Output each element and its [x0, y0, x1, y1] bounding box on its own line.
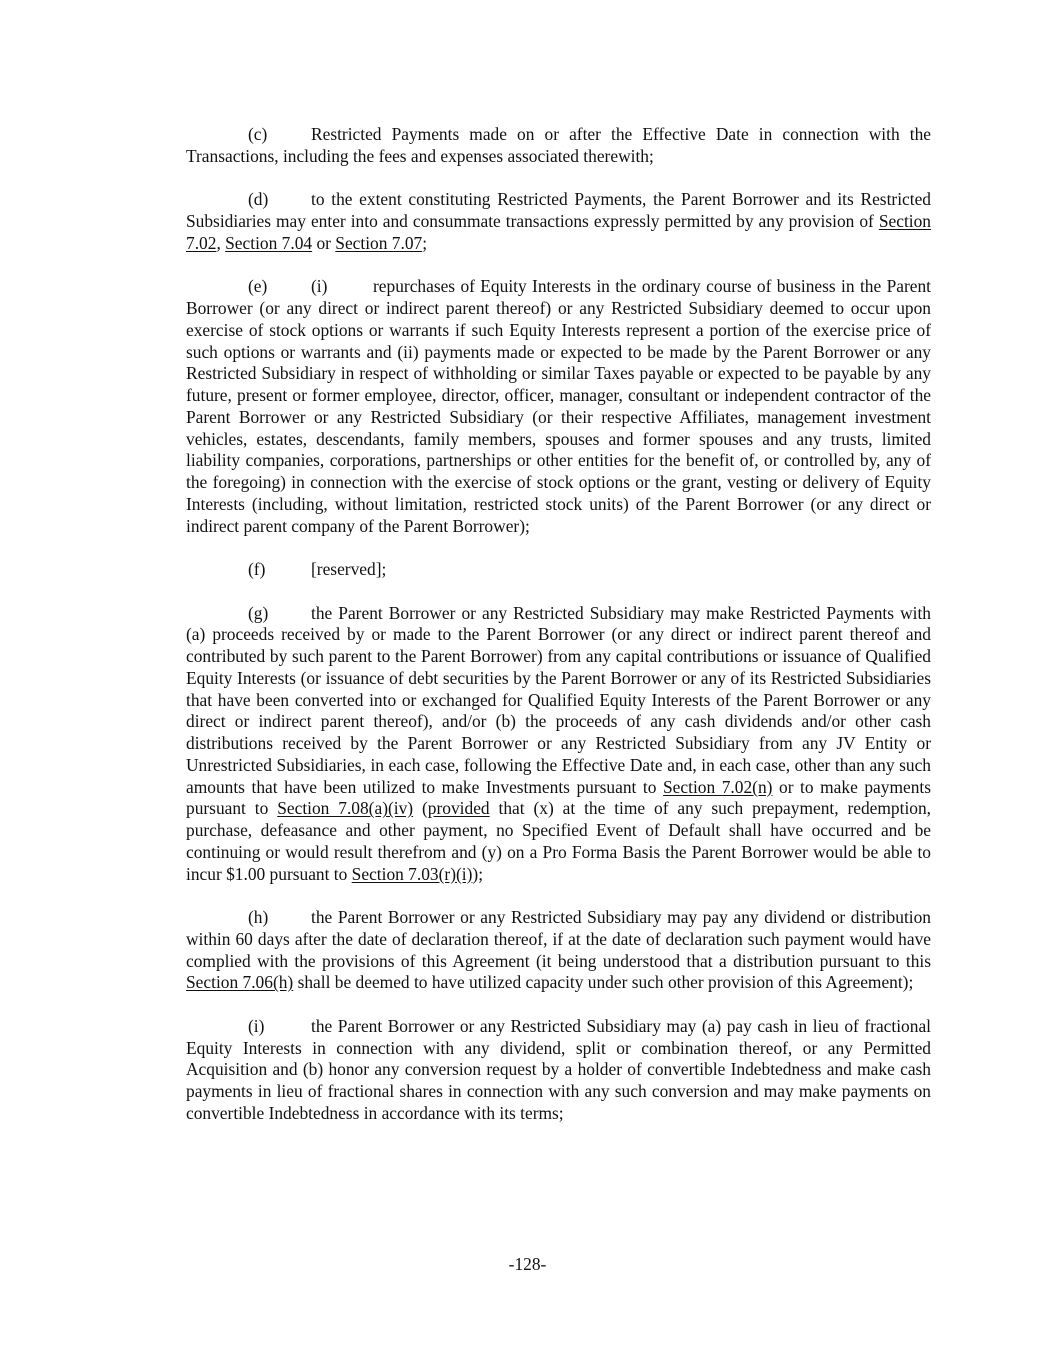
paragraph-label: (i)	[248, 1015, 265, 1036]
section-reference: Section 7.08(a)(iv)	[277, 798, 414, 819]
page-number: -128-	[508, 1254, 547, 1274]
paragraph-text: the Parent Borrower or any Restricted Subsidiary may pay any dividend or distribution within 60 days after the date of declaration thereof, if at the date of declaration such payment would have complied with the provisions of this Agreement (it being understood that a distribution pursuant to this	[186, 907, 931, 971]
paragraph-text: Restricted Payments made on or after the Effective Date in connection with the Transactions, including the fees and expenses associated therewith;	[186, 124, 931, 166]
paragraph-c	[186, 124, 931, 168]
paragraph-h: (h) the Parent Borrower or any Restricted Subsidiary may pay any dividend or distribution within 60 days after the date of declaration thereof, if at the date of declaration such payment would have complied with the provisions of this Agreement (it being understood that a distribution pursuant to this Section 7.06(h) shall be deemed to have utilized capacity under such other provision of this Agreement);	[186, 907, 931, 993]
paragraph-label: (f)	[248, 559, 266, 579]
provided-term: provided	[427, 798, 490, 819]
paragraph-i	[186, 1016, 931, 1125]
section-reference: Section 7.03(r)(i)	[351, 863, 473, 884]
section-reference: Section 7.07	[335, 232, 423, 253]
paragraph-e	[186, 276, 931, 537]
paragraph-d: (d) to the extent constituting Restricted Payments, the Parent Borrower and its Restricted Subsidiaries may enter into and consummate transactions expressly permitted by any provision of Section 7.02, Section 7.04 or Section 7.07;	[186, 189, 931, 253]
paragraph-f	[186, 559, 931, 581]
paragraph-g: (g) the Parent Borrower or any Restricted Subsidiary may make Restricted Payments with (a) proceeds received by or made to the Parent Borrower (or any direct or indirect parent thereof and contributed by such parent to the Parent Borrower) from any capital contributions or issuance of Qualified Equity Interests (or issuance of debt securities by the Parent Borrower or any of its Restricted Subsidiaries that have been converted into or exchanged for Qualified Equity Interests of the Parent Borrower or any direct or indirect parent thereof), and/or (b) the proceeds of any cash dividends and/or other cash distributions received by the Parent Borrower or any Restricted Subsidiary from any JV Entity or Unrestricted Subsidiaries, in each case, following the Effective Date and, in each case, other than any such amounts that have been utilized to make Investments pursuant to Section 7.02(n) or to make payments pursuant to Section 7.08(a)(iv) (provided that (x) at the time of any such prepayment, redemption, purchase, defeasance and other payment, no Specified Event of Default shall have occurred and be continuing or would result therefrom and (y) on a Pro Forma Basis the Parent Borrower would be able to incur $1.00 pursuant to Section 7.03(r)(i));	[186, 602, 932, 884]
section-reference: Section 7.02	[186, 211, 931, 253]
document-page	[186, 124, 931, 1146]
paragraph-text: to the extent constituting Restricted Payments, the Parent Borrower and its Restricted Subsidiaries may enter into and consummate transactions expressly permitted by any provision of	[186, 189, 931, 231]
paragraph-label: (d)	[248, 189, 269, 210]
paragraph-text: the Parent Borrower or any Restricted Subsidiary may (a) pay cash in lieu of fractional Equity Interests in connection with any dividend, split or combination thereof, or any Permitted Acquisition and (b) honor any conversion request by a holder of convertible Indebtedness and make cash payments in lieu of fractional shares in connection with any such conversion and may make payments on convertible Indebtedness in accordance with its terms;	[186, 1015, 931, 1123]
paragraph-sub-label: (i)	[311, 276, 328, 297]
paragraph-text: [reserved];	[311, 559, 387, 579]
section-reference: Section 7.06(h)	[186, 972, 294, 993]
paragraph-text: the Parent Borrower or any Restricted Subsidiary may make Restricted Payments with (a) proceeds received by or made to the Parent Borrower (or any direct or indirect parent thereof and contributed by such parent to the Parent Borrower) from any capital contributions or issuance of Qualified Equity Interests (or issuance of debt securities by the Parent Borrower or any of its Restricted Subsidiaries that have been converted into or exchanged for Qualified Equity Interests of the Parent Borrower or any direct or indirect parent thereof), and/or (b) the proceeds of any cash dividends and/or other cash distributions received by the Parent Borrower or any Restricted Subsidiary from any JV Entity or Unrestricted Subsidiaries, in each case, following the Effective Date and, in each case, other than any such amounts that have been utilized to make Investments pursuant to	[186, 602, 931, 797]
section-reference: Section 7.02(n)	[663, 776, 773, 797]
paragraph-label: (g)	[248, 602, 269, 623]
paragraph-text: repurchases of Equity Interests in the ordinary course of business in the Parent Borrower (or any direct or indirect parent thereof) or any Restricted Subsidiary deemed to occur upon exercise of stock options or warrants if such Equity Interests represent a portion of the exercise price of such options or warrants and (ii) payments made or expected to be made by the Parent Borrower or any Restricted Subsidiary in respect of withholding or similar Taxes payable or expected to be payable by any future, present or former employee, director, officer, manager, consultant or independent contractor of the Parent Borrower or any Restricted Subsidiary (or their respective Affiliates, management investment vehicles, estates, descendants, family members, spouses and former spouses and any trusts, limited liability companies, corporations, partnerships or other entities for the benefit of, or controlled by, any of the foregoing) in connection with the exercise of stock options or the grant, vesting or delivery of Equity Interests (including, without limitation, restricted stock units) of the Parent Borrower (or any direct or indirect parent company of the Parent Borrower);	[186, 276, 931, 536]
paragraph-label: (e)	[248, 276, 268, 297]
paragraph-label: (c)	[248, 124, 268, 144]
section-reference: Section 7.04	[225, 232, 313, 253]
paragraph-label: (h)	[248, 907, 269, 927]
